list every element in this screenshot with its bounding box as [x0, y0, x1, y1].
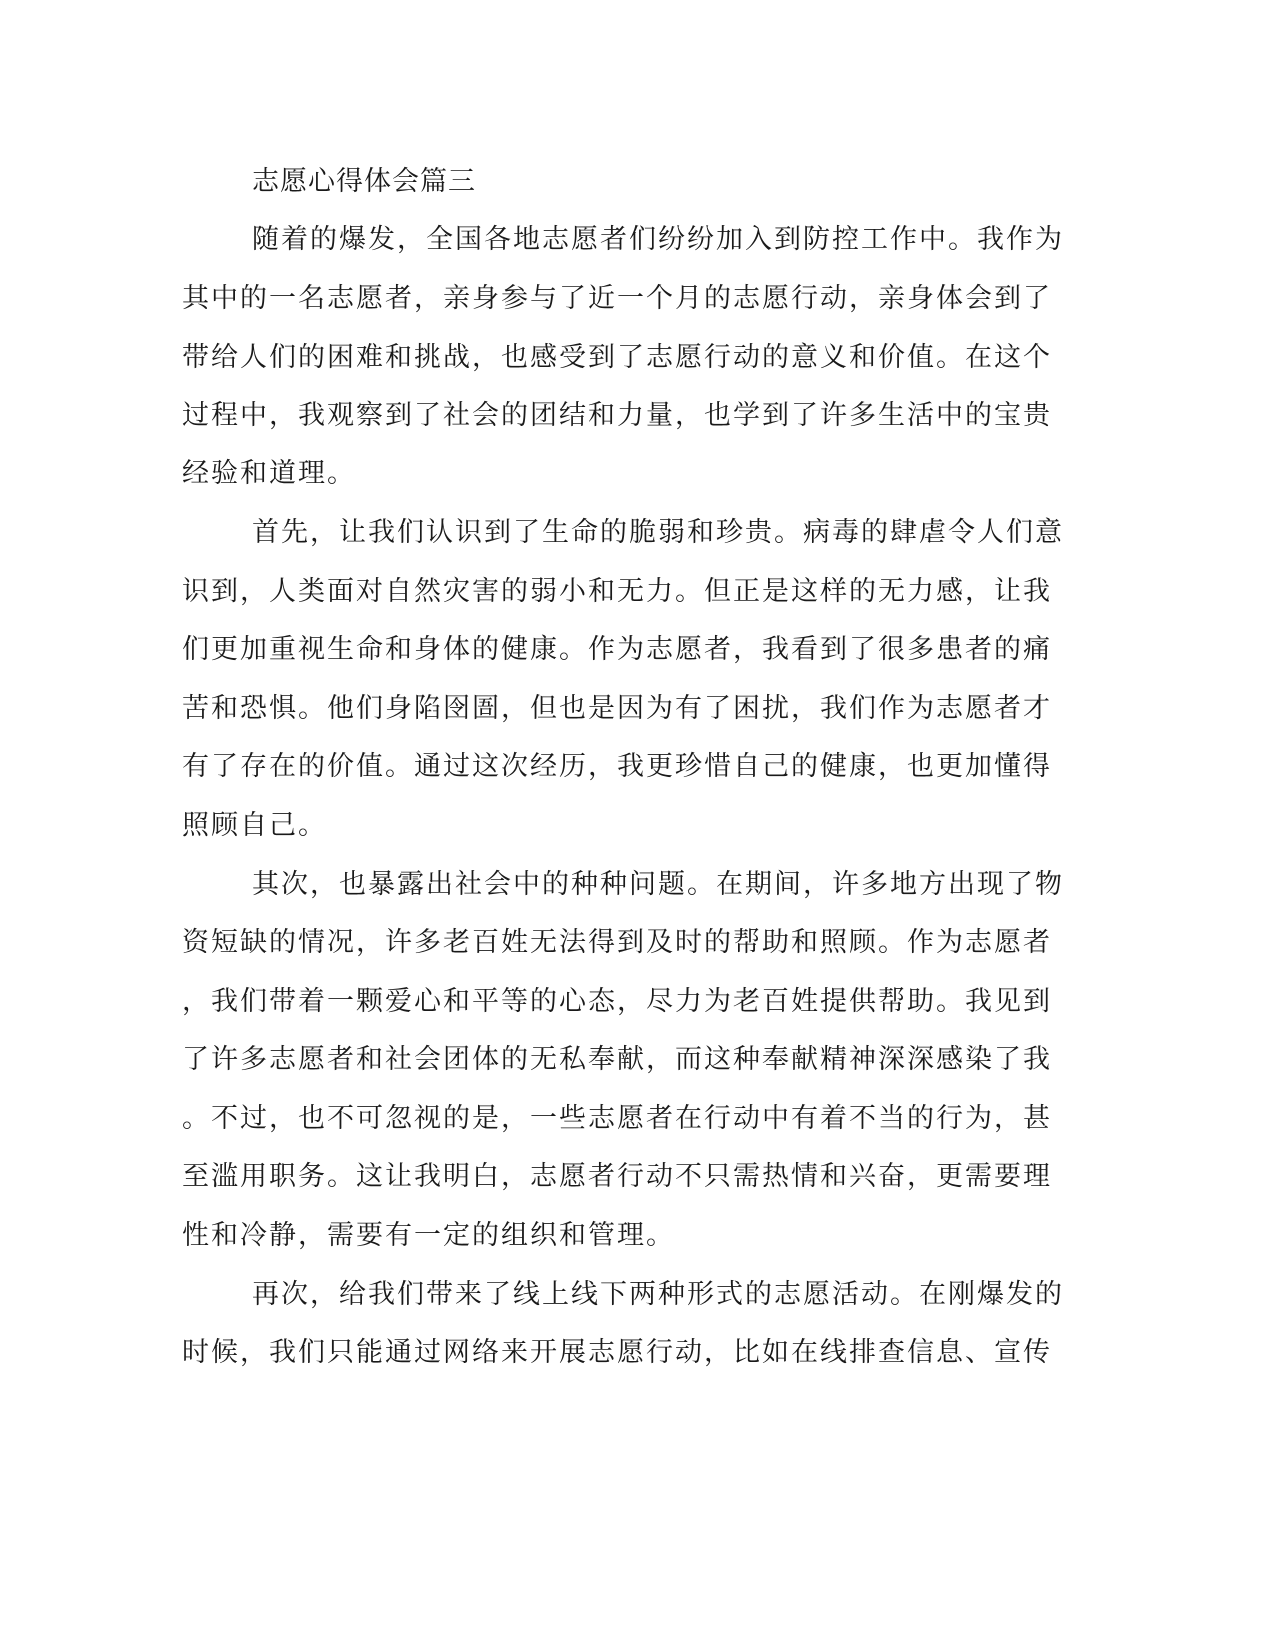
- paragraph-2-line-5: 有了存在的价值。通过这次经历，我更珍惜自己的健康，也更加懂得: [182, 751, 1052, 782]
- paragraph-2-line-6: 照顾自己。: [182, 810, 327, 841]
- paragraph-3-line-1: 其次，也暴露出社会中的种种问题。在期间，许多地方出现了物: [252, 869, 1064, 900]
- paragraph-2-line-4: 苦和恐惧。他们身陷囹圄，但也是因为有了困扰，我们作为志愿者才: [182, 693, 1052, 724]
- paragraph-4-line-2: 时候，我们只能通过网络来开展志愿行动，比如在线排查信息、宣传: [182, 1337, 1052, 1368]
- paragraph-3-line-7: 性和冷静，需要有一定的组织和管理。: [182, 1220, 675, 1251]
- paragraph-3-line-5: 。不过，也不可忽视的是，一些志愿者在行动中有着不当的行为，甚: [182, 1103, 1052, 1134]
- paragraph-3-line-6: 至滥用职务。这让我明白，志愿者行动不只需热情和兴奋，更需要理: [182, 1161, 1052, 1192]
- paragraph-3-line-4: 了许多志愿者和社会团体的无私奉献，而这种奉献精神深深感染了我: [182, 1044, 1052, 1075]
- paragraph-3-line-2: 资短缺的情况，许多老百姓无法得到及时的帮助和照顾。作为志愿者: [182, 927, 1052, 958]
- paragraph-2-line-3: 们更加重视生命和身体的健康。作为志愿者，我看到了很多患者的痛: [182, 634, 1052, 665]
- paragraph-2-line-2: 识到，人类面对自然灾害的弱小和无力。但正是这样的无力感，让我: [182, 576, 1052, 607]
- paragraph-4-line-1: 再次，给我们带来了线上线下两种形式的志愿活动。在刚爆发的: [252, 1279, 1064, 1310]
- paragraph-1-line-2: 其中的一名志愿者，亲身参与了近一个月的志愿行动，亲身体会到了: [182, 283, 1052, 314]
- paragraph-3-line-3: ，我们带着一颗爱心和平等的心态，尽力为老百姓提供帮助。我见到: [182, 986, 1052, 1017]
- paragraph-1-line-1: 随着的爆发，全国各地志愿者们纷纷加入到防控工作中。我作为: [252, 224, 1064, 255]
- paragraph-2-line-1: 首先，让我们认识到了生命的脆弱和珍贵。病毒的肆虐令人们意: [252, 517, 1064, 548]
- paragraph-1-line-4: 过程中，我观察到了社会的团结和力量，也学到了许多生活中的宝贵: [182, 400, 1052, 431]
- paragraph-1-line-3: 带给人们的困难和挑战，也感受到了志愿行动的意义和价值。在这个: [182, 342, 1052, 373]
- document-title: 志愿心得体会篇三: [252, 166, 476, 197]
- paragraph-1-line-5: 经验和道理。: [182, 458, 356, 489]
